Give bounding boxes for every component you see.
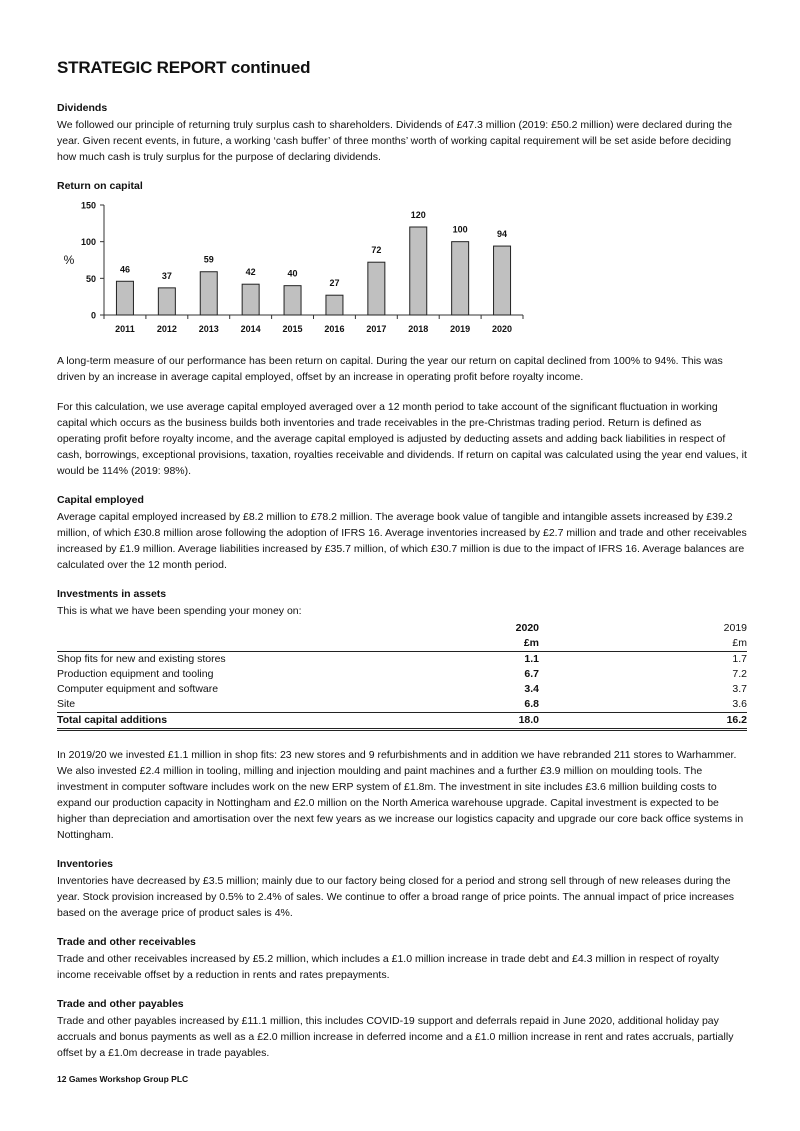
row-value-2020: 6.7 <box>524 668 539 680</box>
bar <box>368 262 385 315</box>
table-row <box>57 667 747 682</box>
unit-blank <box>57 636 419 652</box>
chart-svg <box>57 197 537 337</box>
return-on-capital-section <box>57 179 747 337</box>
row-value-2019: 1.7 <box>732 653 747 665</box>
data-label: 120 <box>410 210 426 220</box>
capital-employed-section <box>57 493 747 573</box>
investments-table <box>57 621 747 731</box>
inventories-text: Inventories have decreased by £3.5 million; mainly due to our factory being closed for a period and strong sell through of new releases during the year. Stock provision increased by 0.5% to 2.4% of sales. We continue to offer a broad range of price points. The annual impact of price increases based on the average price of product sales is 4%. <box>57 875 735 919</box>
row-label: Production equipment and tooling <box>57 668 214 680</box>
data-label: 27 <box>329 278 340 289</box>
unit-2019: £m <box>647 636 747 652</box>
table-row <box>57 697 747 713</box>
bar <box>116 281 133 315</box>
bar <box>494 246 511 315</box>
y-tick-label: 0 <box>90 310 96 321</box>
total-value-2020: 18.0 <box>419 713 647 730</box>
y-tick-label: 100 <box>80 237 96 248</box>
row-value-2019: 3.6 <box>732 698 747 710</box>
x-tick-label: 2016 <box>324 324 345 334</box>
row-label: Computer equipment and software <box>57 683 219 695</box>
x-tick-label: 2018 <box>408 324 429 334</box>
return-on-capital-chart <box>57 197 537 337</box>
data-label: 37 <box>161 270 172 281</box>
inventories-section <box>57 857 747 921</box>
data-label: 46 <box>119 264 130 275</box>
dividends-heading: Dividends <box>57 102 108 114</box>
row-label: Shop fits for new and existing stores <box>57 653 226 665</box>
y-tick-label: 50 <box>85 273 96 284</box>
bar <box>242 284 259 315</box>
y-axis-label: % <box>63 253 75 267</box>
row-value-2019: 3.7 <box>732 683 747 695</box>
total-label: Total capital additions <box>57 713 419 730</box>
receivables-text: Trade and other receivables increased by £5.2 million, which includes a £1.0 million increase in trade debt and £4.3 million in respect of royalty income receivable offset by a reduction in rents and rates prepayments. <box>57 953 720 981</box>
table-row <box>57 682 747 697</box>
row-value-2019: 7.2 <box>732 668 747 680</box>
dividends-section <box>57 101 747 165</box>
col-2019-header: 2019 <box>723 622 747 634</box>
capital-employed-heading: Capital employed <box>57 494 144 506</box>
table-row <box>57 652 747 668</box>
roc-para2: For this calculation, we use average capital employed averaged over a 12 month period to take account of the significant fluctuation in working capital which occurs as the business builds both inventories and trade receivables in the pre-Christmas trading period. Return is defined as operating profit before royalty income, and the average capital employed is adjusted by deducting assets and adding back liabilities in respect of cash, borrowings, exceptional provisions, taxation, royalties receivable and dividends. If return on capital was calculated using the year end values, it would be 114% (2019: 98%). <box>57 401 747 477</box>
row-value-2020: 3.4 <box>524 683 539 695</box>
data-label: 59 <box>203 254 214 265</box>
x-tick-label: 2014 <box>240 324 261 334</box>
chart-title: Return on capital <box>57 180 143 192</box>
capital-employed-text: Average capital employed increased by £8.2 million to £78.2 million. The average book value of tangible and intangible assets increased by £39.2 million, of which £30.8 million arose following the adoption of IFRS 16. Average inventories increased by £2.7 million and trade and other receivables increased by £1.9 million. Average liabilities increased by £35.7 million, of which £30.7 million is due to the impact of IFRS 16. Average balances are calculated over the 12 month period. <box>57 511 747 571</box>
bar <box>326 295 343 315</box>
investments-section <box>57 587 747 843</box>
receivables-heading: Trade and other receivables <box>57 936 196 948</box>
bar <box>158 288 175 315</box>
col-2020-header: 2020 <box>515 622 539 634</box>
page-footer: 12 Games Workshop Group PLC <box>57 1074 189 1084</box>
header-blank <box>57 621 419 636</box>
x-tick-label: 2012 <box>156 324 177 334</box>
payables-heading: Trade and other payables <box>57 998 184 1010</box>
data-label: 42 <box>245 267 256 278</box>
page-title: STRATEGIC REPORT continued <box>57 58 311 77</box>
bar <box>452 242 469 315</box>
x-tick-label: 2020 <box>492 324 513 334</box>
page-body <box>57 58 747 1075</box>
table-total-row <box>57 713 747 730</box>
unit-2020: £m <box>419 636 647 652</box>
data-label: 72 <box>371 245 382 256</box>
total-value-2019: 16.2 <box>647 713 747 730</box>
x-tick-label: 2013 <box>198 324 219 334</box>
investments-text: In 2019/20 we invested £1.1 million in shop fits: 23 new stores and 9 refurbishments and in addition we have rebranded 211 stores to Warhammer. We also invested £2.4 million in tooling, milling and injection moulding and paint machines and a further £3.9 million on moulding tools. The investment in computer software includes work on the new ERP system of £1.8m. The investment in site includes £3.6 million building costs to expand our production capacity in Nottingham and £2.0 million on the North America warehouse upgrade. Capital investment is expected to be higher than depreciation and amortisation over the next few years as we increase our logistics capacity and upgrade our core back office systems in Nottingham. <box>57 749 744 841</box>
roc-para1-block <box>57 353 747 385</box>
x-tick-label: 2017 <box>366 324 387 334</box>
roc-para1: A long-term measure of our performance has been return on capital. During the year our return on capital declined from 100% to 94%. This was driven by an increase in average capital employed, offset by an increase in operating profit before royalty income. <box>57 355 723 383</box>
bar <box>410 227 427 315</box>
roc-para2-block <box>57 399 747 479</box>
data-label: 40 <box>287 268 298 279</box>
y-tick-label: 150 <box>80 200 96 211</box>
inventories-heading: Inventories <box>57 858 114 870</box>
receivables-section <box>57 935 747 983</box>
row-label: Site <box>57 698 76 710</box>
bar <box>200 272 217 315</box>
x-tick-label: 2019 <box>450 324 471 334</box>
payables-section <box>57 997 747 1061</box>
investments-heading: Investments in assets <box>57 588 167 600</box>
spacer <box>57 731 747 747</box>
payables-text: Trade and other payables increased by £11.1 million, this includes COVID-19 support and deferrals repaid in June 2020, additional holiday pay accruals and bonus payments as well as a £2.0 million increase in deferred income and a £1.0 million increase in rent and rates accruals, partially offset by a £1.0m decrease in trade payables. <box>57 1015 734 1059</box>
dividends-text: We followed our principle of returning truly surplus cash to shareholders. Dividends of £47.3 million (2019: £50.2 million) were declared during the year. Given recent events, in future, a working ‘cash buffer’ of three months’ worth of working capital requirement will be set aside before deciding how much cash is truly surplus for the purpose of declaring dividends. <box>57 119 733 163</box>
investments-intro: This is what we have been spending your money on: <box>57 605 302 617</box>
table-unit-row <box>57 636 747 652</box>
x-tick-label: 2011 <box>115 324 135 334</box>
row-value-2020: 1.1 <box>524 653 539 665</box>
data-label: 100 <box>452 224 468 235</box>
data-label: 94 <box>497 229 508 240</box>
table-header-row <box>57 621 747 636</box>
x-tick-label: 2015 <box>282 324 303 334</box>
bar <box>284 286 301 315</box>
row-value-2020: 6.8 <box>524 698 539 710</box>
